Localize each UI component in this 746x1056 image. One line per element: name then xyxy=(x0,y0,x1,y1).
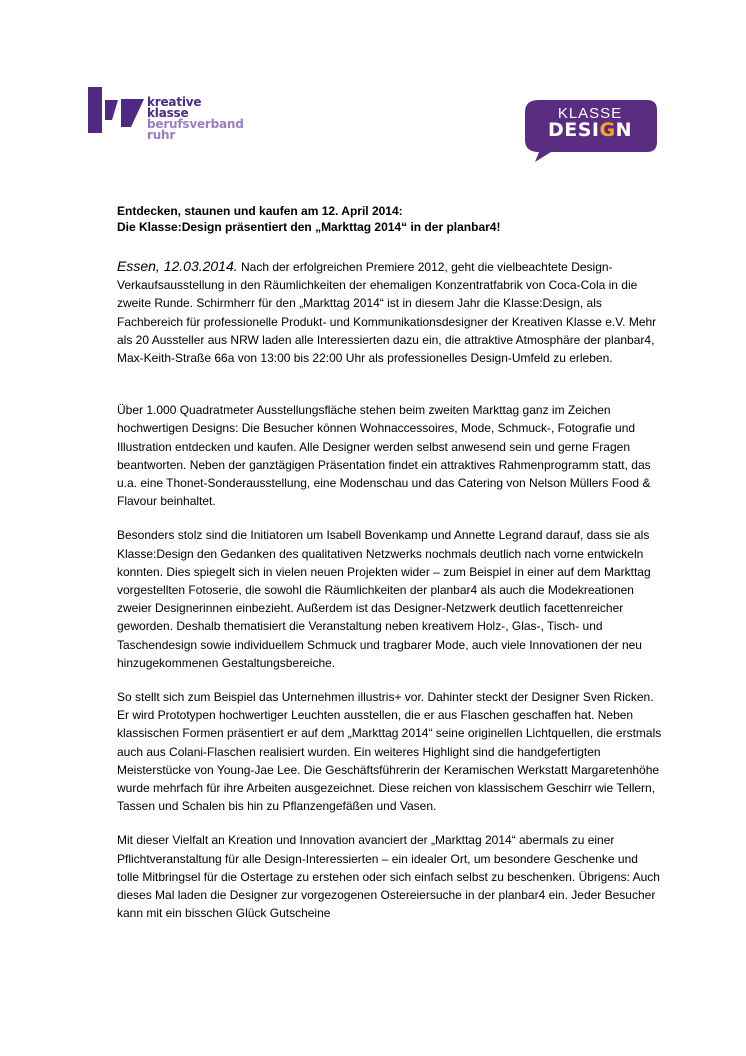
logo-design-post: N xyxy=(615,119,633,141)
kreative-klasse-mark-icon xyxy=(88,87,146,133)
headline xyxy=(117,203,657,235)
logo-line-berufsverband: berufsverband xyxy=(147,117,244,131)
logo-design-text xyxy=(530,119,650,141)
paragraph-1 xyxy=(117,257,662,367)
paragraph-2: Über 1.000 Quadratmeter Ausstellungsfläche stehen beim zweiten Markttag ganz im Zeichen hochwertigen Designs: Die Besucher können Wohnaccessoires, Mode, Schmuck-, Fotografie und Illustration entdecken und kaufen. Alle Designer werden selbst anwesend sein und gerne Fragen beantworten. Neben der ganztägigen Präsentation findet ein attraktives Rahmenprogramm statt, das u.a. eine Thonet-Sonderausstellung, eine Modenschau und das Catering von Nelson Müllers Food & Flavour beinhaltet. xyxy=(117,403,651,509)
paragraph-1-text: Nach der erfolgreichen Premiere 2012, geht die vielbeachtete Design-Verkaufsausstellung in den Räumlichkeiten der ehemaligen Konzentratfabrik von Coca-Cola in die zweite Runde. Schirmherr für den „Markttag 2014“ ist in diesem Jahr die Klasse:Design, als Fachbereich für professionelle Produkt- und Kommunikationsdesigner der Kreativen Klasse e.V. Mehr als 20 Aussteller aus NRW laden alle Interessierten dazu ein, die attraktive Atmosphäre der planbar4, Max-Keith-Straße 66a von 13:00 bis 22:00 Uhr als professionelles Design-Umfeld zu erleben. xyxy=(117,260,657,366)
headline-line-1: Entdecken, staunen und kaufen am 12. April 2014: xyxy=(117,204,403,218)
logo-design-pre: DESI xyxy=(547,119,600,141)
paragraph-4: So stellt sich zum Beispiel das Unternehmen illustris+ vor. Dahinter steckt der Designer Sven Ricken. Er wird Prototypen hochwertiger Leuchten ausstellen, die er aus Flaschen geschaffen hat. Neben klassischen Formen präsentiert er auf dem „Markttag 2014“ seine originellen Lichtquellen, die erstmals auch aus Colani-Flaschen realisiert wurden. Ein weiteres Highlight sind die handgefertigten Meisterstücke von Young-Jae Lee. Die Geschäftsführerin der Keramischen Werkstatt Margaretenhöhe wurde mehrfach für ihre Arbeiten ausgezeichnet. Diese reichen von klassischem Geschirr wie Tellern, Tassen und Schalen bis hin zu Pflanzengefäßen und Vasen. xyxy=(117,690,662,814)
klasse-design-logo xyxy=(521,98,659,164)
logo-design-accent: G xyxy=(599,119,616,141)
dateline: Essen, 12.03.2014. xyxy=(117,258,238,274)
logo-line-klasse: klasse xyxy=(147,106,189,120)
kreative-klasse-logo xyxy=(88,87,268,142)
paragraph-3: Besonders stolz sind die Initiatoren um Isabell Bovenkamp und Annette Legrand darauf, dass sie als Klasse:Design den Gedanken des qualitativen Netzwerks nochmals deutlich nach vorne entwickeln konnten. Dies spiegelt sich in vielen neuen Projekten wider – zum Beispiel in einer auf dem Markttag vorgestellten Fotoserie, die sowohl die Räumlichkeiten der planbar4 als auch die Modekreationen zweier Designerinnen einbezieht. Außerdem ist das Designer-Netzwerk deutlich facettenreicher geworden. Deshalb thematisiert die Veranstaltung neben kreativem Holz-, Glas-, Tisch- und Taschendesign sowie individuellem Schmuck und tragbarer Mode, auch viele Innovationen der neu hinzugekommenen Gestaltungsbereiche. xyxy=(117,528,651,670)
logo-line-ruhr: ruhr xyxy=(147,128,176,142)
logo-line-kreative: kreative xyxy=(147,95,202,109)
headline-line-2: Die Klasse:Design präsentiert den „Markttag 2014“ in der planbar4! xyxy=(117,220,501,234)
paragraph-5: Mit dieser Vielfalt an Kreation und Innovation avanciert der „Markttag 2014“ abermals zu einer Pflichtveranstaltung für alle Design-Interessierten – ein idealer Ort, um besondere Geschenke und tolle Mitbringsel für die Ostertage zu erstehen oder sich einfach selbst zu beschenken. Übrigens: Auch dieses Mal laden die Designer zur vorgezogenen Ostereiersuche in der planbar4 ein. Jeder Besucher kann mit ein bisschen Glück Gutscheine xyxy=(117,833,660,921)
article-body xyxy=(117,257,662,939)
logo-klasse-text: KLASSE xyxy=(557,105,623,122)
